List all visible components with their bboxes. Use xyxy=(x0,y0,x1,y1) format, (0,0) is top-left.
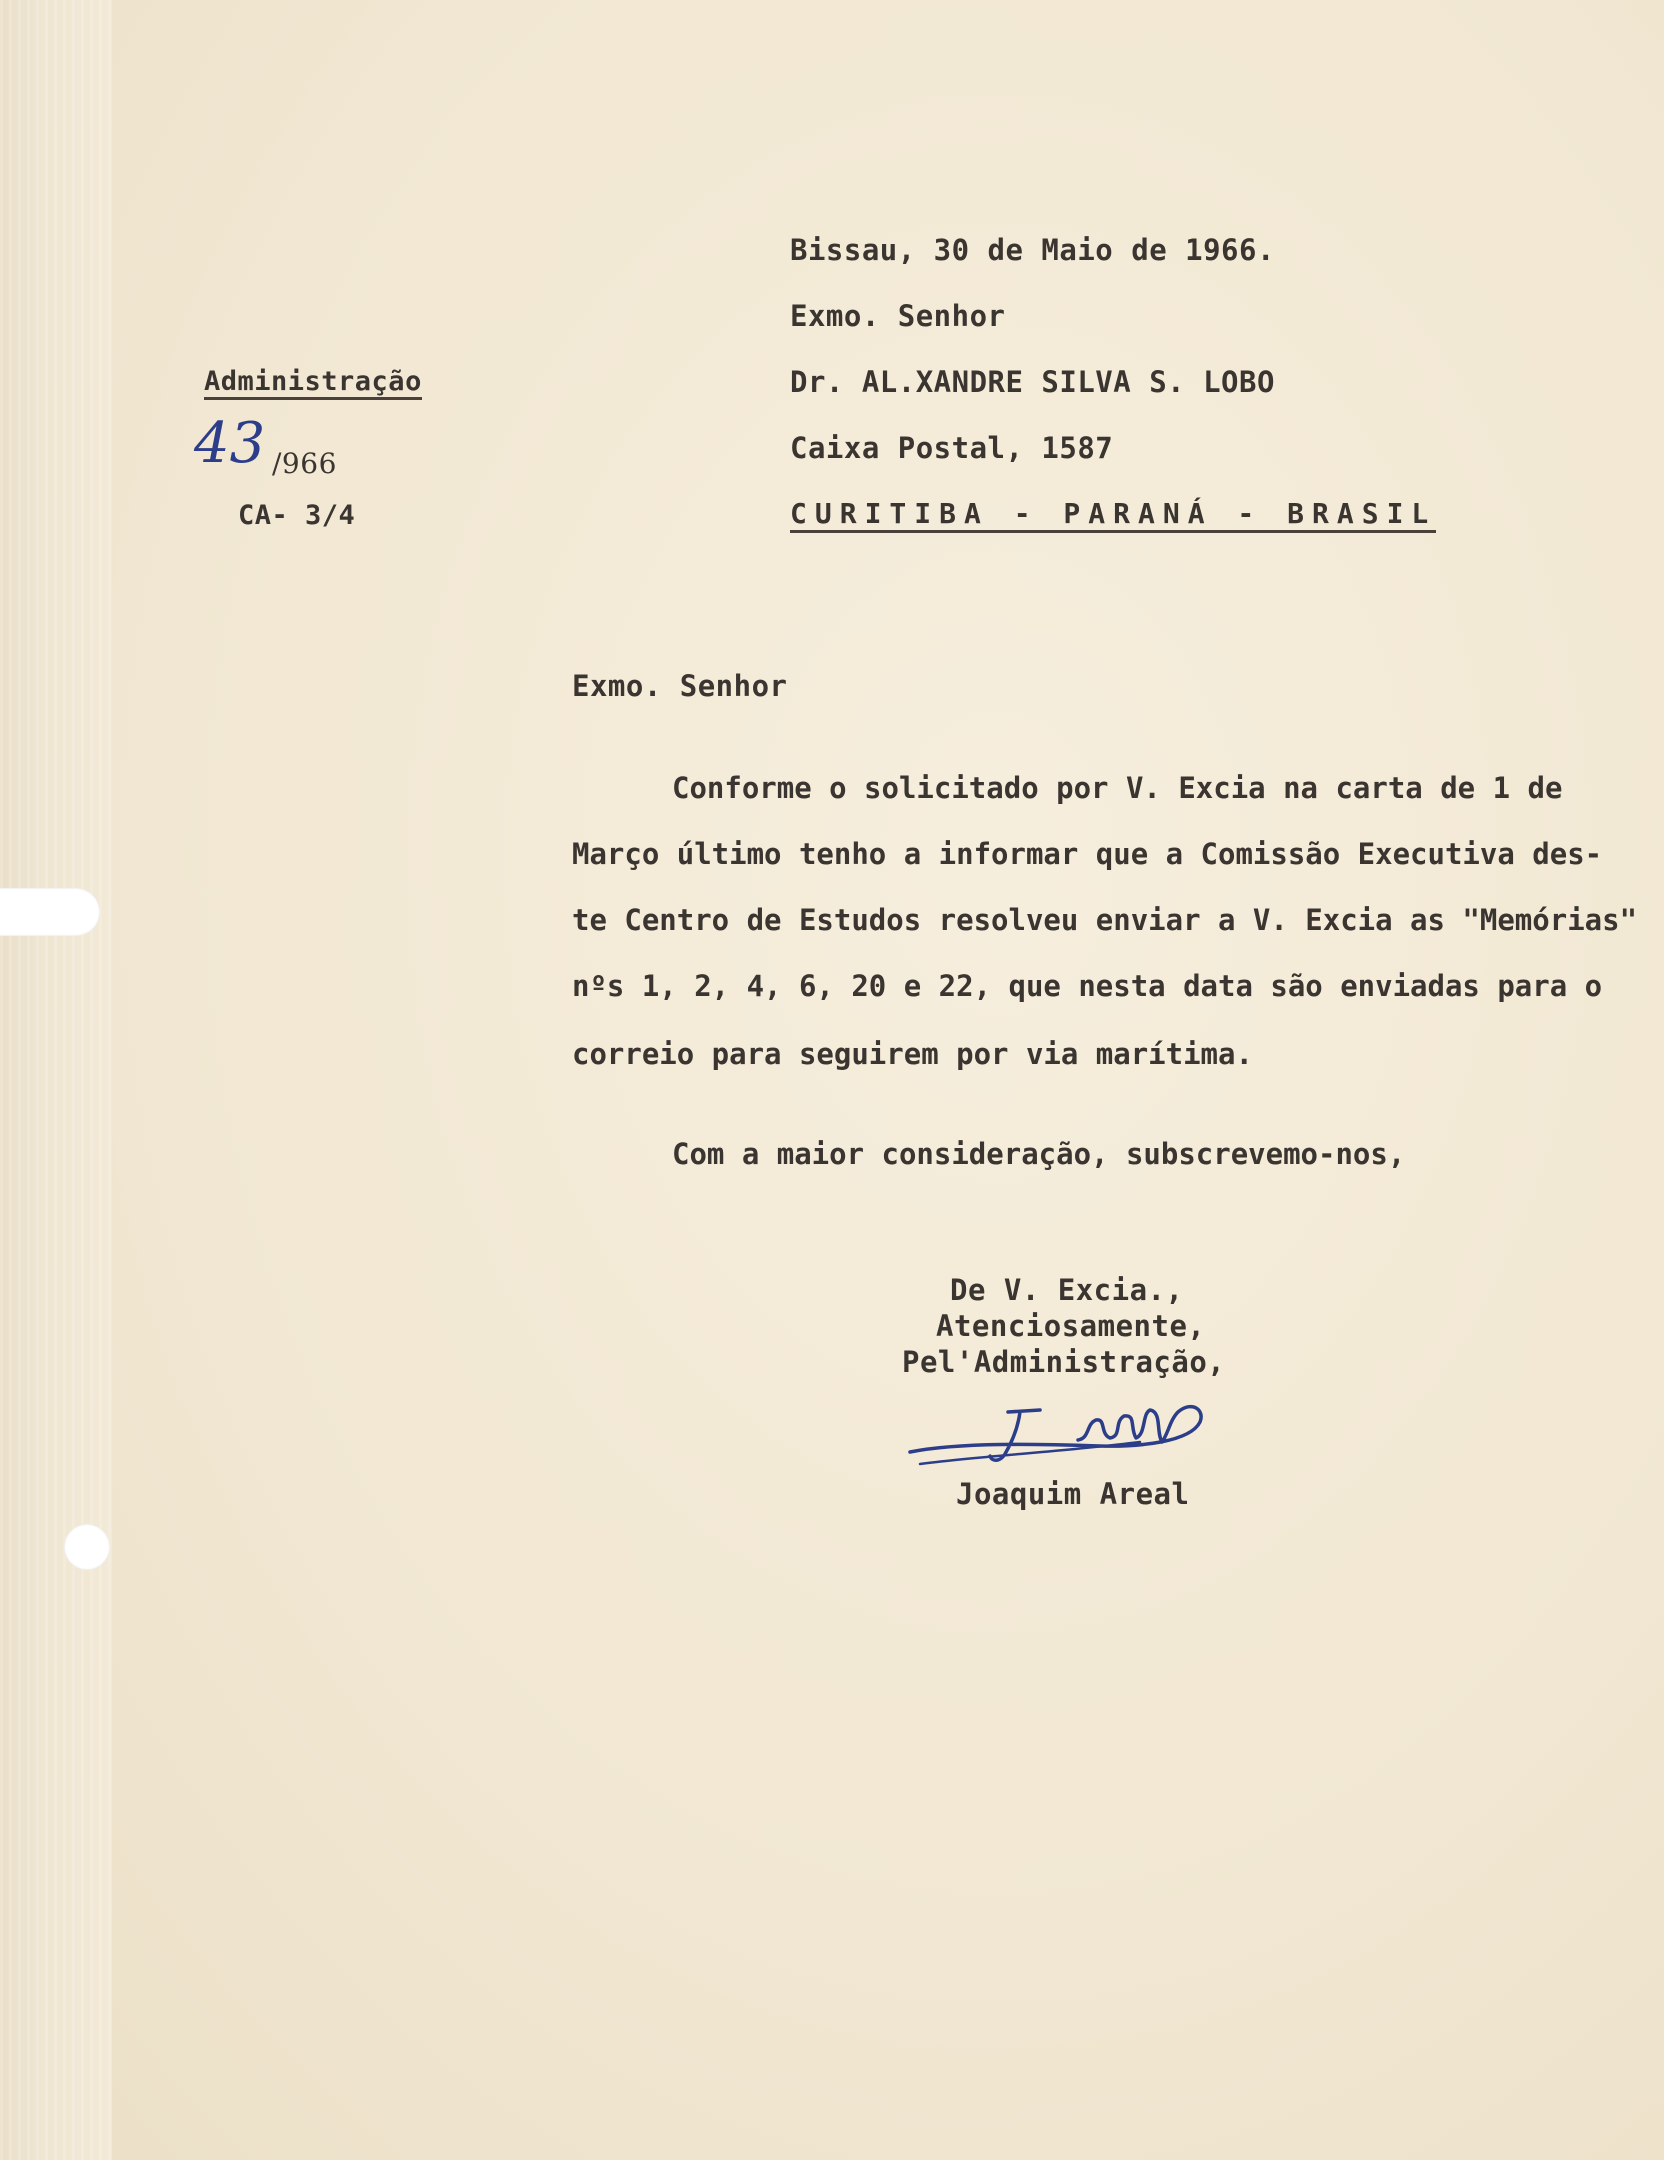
handwritten-number: 43 xyxy=(194,411,266,476)
body-line-4: nºs 1, 2, 4, 6, 20 e 22, que nesta data são enviadas para o xyxy=(572,969,1603,1003)
punch-hole xyxy=(64,1524,110,1570)
handwritten-signature xyxy=(900,1372,1220,1482)
postal-box: Caixa Postal, 1587 xyxy=(790,431,1114,465)
city-line: CURITIBA - PARANÁ - BRASIL xyxy=(790,500,1436,533)
department-label: Administração xyxy=(204,368,422,400)
date-line: Bissau, 30 de Maio de 1966. xyxy=(790,233,1275,267)
reference-year: /966 xyxy=(272,447,337,480)
closing-line-1: De V. Excia., xyxy=(950,1273,1184,1307)
closing-line-3: Pel'Administração, xyxy=(902,1345,1226,1379)
recipient-name: Dr. AL.XANDRE SILVA S. LOBO xyxy=(790,365,1275,399)
salutation-top: Exmo. Senhor xyxy=(790,299,1006,333)
torn-punch-hole xyxy=(0,888,100,936)
body-line-1: Conforme o solicitado por V. Excia na carta de 1 de xyxy=(672,771,1563,805)
greeting: Exmo. Senhor xyxy=(572,669,788,703)
signer-name: Joaquim Areal xyxy=(956,1477,1190,1511)
closing-line-2: Atenciosamente, xyxy=(936,1309,1206,1343)
body-line-5: correio para seguirem por via marítima. xyxy=(572,1037,1253,1071)
body-closing-paragraph: Com a maior consideração, subscrevemo-nos, xyxy=(672,1137,1406,1171)
reference-code: CA- 3/4 xyxy=(238,500,356,531)
paper-edge-strip xyxy=(0,0,112,2160)
body-line-3: te Centro de Estudos resolveu enviar a V. Excia as "Memórias" xyxy=(572,903,1638,937)
body-line-2: Março último tenho a informar que a Comissão Executiva des- xyxy=(572,837,1603,871)
